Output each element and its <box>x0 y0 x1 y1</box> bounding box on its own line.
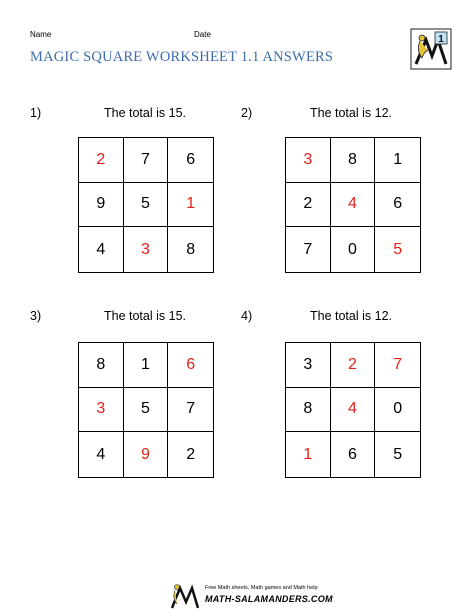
given-cell: 5 <box>393 445 403 463</box>
given-cell: 8 <box>79 343 124 388</box>
magic-square-grid <box>78 137 214 273</box>
footer-tagline: Free Math sheets, Math games and Math help <box>205 585 318 591</box>
given-cell: 2 <box>286 183 331 228</box>
answer-cell: 6 <box>168 343 213 388</box>
given-cell: 6 <box>168 138 213 183</box>
given-cell: 0 <box>331 227 376 272</box>
answer-cell: 7 <box>375 343 420 388</box>
problem-total: The total is 15. <box>104 106 186 120</box>
given-cell: 4 <box>79 227 124 272</box>
given-cell: 9 <box>79 183 124 228</box>
given-cell: 8 <box>286 388 331 433</box>
given-cell: 8 <box>186 240 196 258</box>
answer-cell: 1 <box>286 432 331 477</box>
answer-cell: 2 <box>79 138 124 183</box>
given-cell: 7 <box>168 388 213 433</box>
answer-cell: 4 <box>331 388 376 433</box>
given-cell: 2 <box>186 445 196 463</box>
magic-square-grid <box>285 137 421 273</box>
given-cell: 7 <box>124 138 169 183</box>
answer-cell: 5 <box>393 240 403 258</box>
magic-square-grid <box>78 342 214 478</box>
given-cell: 0 <box>375 388 420 433</box>
problem-number: 2) <box>241 106 253 120</box>
given-cell: 6 <box>331 432 376 477</box>
answer-cell: 3 <box>124 227 169 272</box>
footer-site-link[interactable]: MATH-SALAMANDERS.COM <box>205 594 333 604</box>
given-cell: 7 <box>286 227 331 272</box>
problem-total: The total is 12. <box>310 309 392 323</box>
logo-badge: 1 <box>438 34 444 45</box>
answer-cell: 9 <box>124 432 169 477</box>
date-label: Date <box>194 30 211 39</box>
given-cell: 1 <box>124 343 169 388</box>
given-cell: 8 <box>331 138 376 183</box>
answer-cell: 2 <box>331 343 376 388</box>
problem-number: 1) <box>30 106 42 120</box>
magic-square-grid <box>285 342 421 478</box>
given-cell: 6 <box>375 183 420 228</box>
given-cell: 5 <box>124 388 169 433</box>
answer-cell: 3 <box>286 138 331 183</box>
name-label: Name <box>30 30 52 39</box>
problem-total: The total is 15. <box>104 309 186 323</box>
given-cell: 4 <box>79 432 124 477</box>
problem-number: 3) <box>30 309 42 323</box>
answer-cell: 1 <box>168 183 213 228</box>
answer-cell: 4 <box>331 183 376 228</box>
answer-cell: 3 <box>79 388 124 433</box>
page-title: MAGIC SQUARE WORKSHEET 1.1 ANSWERS <box>30 49 334 65</box>
given-cell: 3 <box>286 343 331 388</box>
problem-number: 4) <box>241 309 253 323</box>
problem-total: The total is 12. <box>310 106 392 120</box>
given-cell: 1 <box>375 138 420 183</box>
salamander-logo-icon <box>410 28 452 70</box>
given-cell: 5 <box>124 183 169 228</box>
